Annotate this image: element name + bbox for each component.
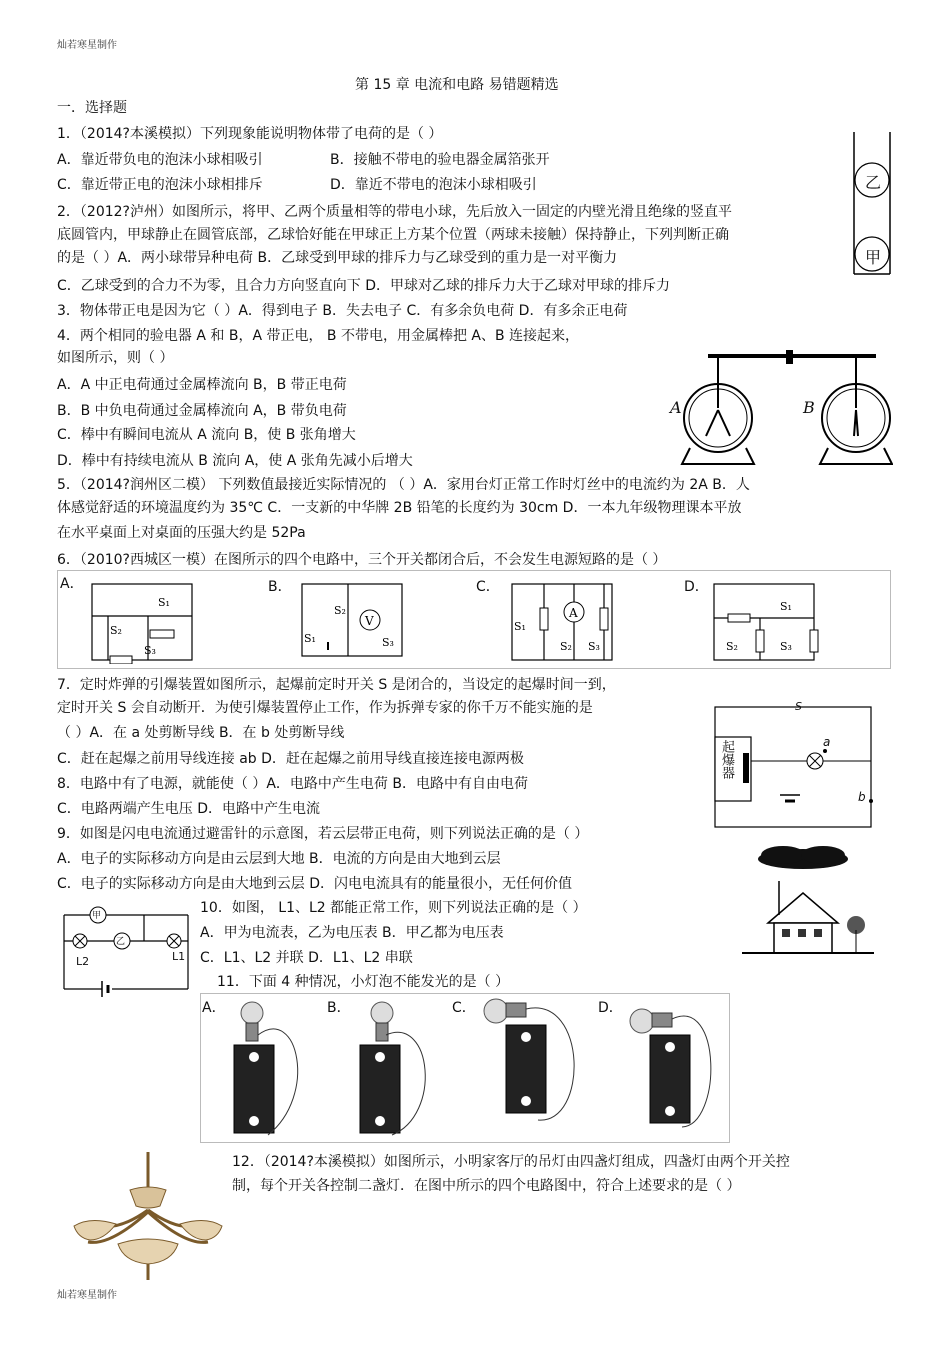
q1-option-a: A．靠近带负电的泡沫小球相吸引 bbox=[57, 152, 263, 168]
q9-lightning-figure bbox=[728, 845, 878, 957]
section-heading: 一．选择题 bbox=[57, 100, 127, 116]
q6-label-c: C． bbox=[476, 579, 500, 595]
q11-bulb-battery-b bbox=[352, 995, 437, 1140]
q3-stem: 3．物体带正电是因为它（ ）A．得到电子 B．失去电子 C．有多余负电荷 D．有多余正电荷 bbox=[57, 303, 628, 319]
q11-bulb-battery-d bbox=[622, 995, 722, 1140]
svg-text:S₃: S₃ bbox=[382, 636, 394, 649]
q6-circuit-a bbox=[88, 578, 198, 664]
svg-text:S₁: S₁ bbox=[780, 600, 792, 613]
switch-s-label: S bbox=[795, 700, 802, 713]
q7-line-4: C．赶在起爆之前用导线连接 ab D．赶在起爆之前用导线直接连接电源两极 bbox=[57, 751, 524, 767]
meter-yi-label: 乙 bbox=[116, 937, 126, 947]
q2-line-3: 的是（ ）A．两小球带异种电荷 B．乙球受到甲球的排斥力与乙球受到的重力是一对平衡力 bbox=[57, 250, 618, 266]
ball-jia-label: 甲 bbox=[865, 248, 882, 267]
q10-stem: 10．如图， L1、L2 都能正常工作，则下列说法正确的是（ ） bbox=[200, 900, 587, 916]
electroscope-b-label: B bbox=[803, 398, 815, 417]
svg-text:S₃: S₃ bbox=[588, 640, 600, 653]
q7-line-2: 定时开关 S 会自动断开．为使引爆装置停止工作，作为拆弹专家的你千万不能实施的是 bbox=[57, 700, 593, 716]
q6-stem: 6．（2010?西城区一模）在图所示的四个电路中，三个开关都闭合后，不会发生电源短路的是（ ） bbox=[57, 552, 667, 568]
q11-label-d: D． bbox=[598, 1000, 623, 1016]
q9-option-cd: C．电子的实际移动方向是由大地到云层 D．闪电电流具有的能量很小，无任何价值 bbox=[57, 876, 573, 892]
q7-line-3: （ ）A．在 a 处剪断导线 B．在 b 处剪断导线 bbox=[57, 725, 345, 741]
svg-text:S₃: S₃ bbox=[144, 644, 156, 657]
page-header: 灿若寒星制作 bbox=[57, 40, 117, 51]
q4-line-2: 如图所示，则（ ） bbox=[57, 350, 174, 366]
q8-line-2: C．电路两端产生电压 D．电路中产生电流 bbox=[57, 801, 321, 817]
q6-circuit-d bbox=[710, 578, 822, 666]
q10-option-ab: A．甲为电流表，乙为电压表 B．甲乙都为电压表 bbox=[200, 925, 504, 941]
svg-text:S₂: S₂ bbox=[334, 604, 346, 617]
q5-line-3: 在水平桌面上对桌面的压强大约是 52Pa bbox=[57, 525, 306, 541]
svg-text:S₃: S₃ bbox=[780, 640, 792, 653]
q5-line-1: 5．（2014?润州区二模） 下列数值最接近实际情况的 （ ）A．家用台灯正常工作时灯丝中的电流约为 2A B．人 bbox=[57, 477, 750, 493]
q5-line-2: 体感觉舒适的环境温度约为 35℃ C．一支新的中华牌 2B 铅笔的长度约为 30cm D．一本九年级物理课本平放 bbox=[57, 500, 742, 516]
lamp-l1-label: L1 bbox=[172, 950, 186, 963]
q11-label-b: B． bbox=[327, 1000, 351, 1016]
q4-electroscope-figure bbox=[668, 348, 893, 470]
point-b-label: b bbox=[858, 790, 866, 804]
q2-line-2: 底圆管内，甲球静止在圆管底部，乙球恰好能在甲球正上方某个位置（两球未接触）保持静止，下列判断正确 bbox=[57, 227, 729, 243]
q8-line-1: 8．电路中有了电源，就能使（ ）A．电路中产生电荷 B．电路中有自由电荷 bbox=[57, 776, 528, 792]
svg-text:A: A bbox=[569, 606, 578, 620]
q4-option-d: D．棒中有持续电流从 B 流向 A，使 A 张角先减小后增大 bbox=[57, 453, 413, 469]
q4-option-a: A．A 中正电荷通过金属棒流向 B，B 带正电荷 bbox=[57, 377, 347, 393]
svg-text:S₁: S₁ bbox=[158, 596, 170, 609]
q2-line-4: C．乙球受到的合力不为零，且合力方向竖直向下 D．甲球对乙球的排斥力大于乙球对甲球的排斥力 bbox=[57, 278, 671, 294]
q7-line-1: 7．定时炸弹的引爆装置如图所示，起爆前定时开关 S 是闭合的，当设定的起爆时间一到， bbox=[57, 677, 616, 693]
q11-bulb-battery-a bbox=[228, 995, 313, 1140]
q11-stem: 11．下面 4 种情况，小灯泡不能发光的是（ ） bbox=[217, 974, 510, 990]
q12-line-2: 制，每个开关各控制二盏灯．在图中所示的四个电路图中，符合上述要求的是（ ） bbox=[232, 1178, 741, 1194]
q6-label-d: D． bbox=[684, 579, 709, 595]
svg-text:S₁: S₁ bbox=[304, 632, 316, 645]
svg-text:S₁: S₁ bbox=[514, 620, 526, 633]
q4-option-c: C．棒中有瞬间电流从 A 流向 B，使 B 张角增大 bbox=[57, 427, 356, 443]
svg-text:V: V bbox=[365, 614, 374, 628]
q9-option-ab: A．电子的实际移动方向是由云层到大地 B．电流的方向是由大地到云层 bbox=[57, 851, 501, 867]
q9-stem: 9．如图是闪电电流通过避雷针的示意图，若云层带正电荷，则下列说法正确的是（ ） bbox=[57, 826, 589, 842]
svg-text:S₂: S₂ bbox=[560, 640, 572, 653]
electroscope-a-label: A bbox=[670, 398, 682, 417]
q6-label-b: B． bbox=[268, 579, 292, 595]
q11-label-c: C． bbox=[452, 1000, 476, 1016]
detonator-label: 起爆器 bbox=[719, 740, 734, 779]
point-a-label: a bbox=[823, 735, 831, 749]
svg-text:S₂: S₂ bbox=[110, 624, 122, 637]
q6-circuit-c bbox=[508, 578, 620, 666]
q12-line-1: 12．（2014?本溪模拟）如图所示，小明家客厅的吊灯由四盏灯组成，四盏灯由两个开关控 bbox=[232, 1154, 790, 1170]
q12-chandelier-figure bbox=[60, 1150, 235, 1285]
q11-label-a: A． bbox=[202, 1000, 226, 1016]
q4-option-b: B．B 中负电荷通过金属棒流向 A，B 带负电荷 bbox=[57, 403, 347, 419]
q6-circuit-b bbox=[298, 578, 410, 666]
svg-text:S₂: S₂ bbox=[726, 640, 738, 653]
page-footer: 灿若寒星制作 bbox=[57, 1290, 117, 1301]
q1-option-b: B．接触不带电的验电器金属箔张开 bbox=[330, 152, 550, 168]
q2-line-1: 2．（2012?泸州）如图所示，将甲、乙两个质量相等的带电小球，先后放入一固定的内壁光滑且绝缘的竖直平 bbox=[57, 204, 732, 220]
page-title: 第 15 章 电流和电路 易错题精选 bbox=[355, 77, 559, 93]
q1-stem: 1．（2014?本溪模拟）下列现象能说明物体带了电荷的是（ ） bbox=[57, 126, 443, 142]
q11-bulb-battery-c bbox=[478, 995, 588, 1140]
meter-jia-label: 甲 bbox=[92, 911, 102, 921]
q6-label-a: A． bbox=[60, 576, 84, 592]
ball-yi-label: 乙 bbox=[865, 173, 882, 192]
q4-line-1: 4．两个相同的验电器 A 和 B，A 带正电， B 不带电，用金属棒把 A、B 连接起来， bbox=[57, 328, 580, 344]
q10-option-cd: C．L1、L2 并联 D．L1、L2 串联 bbox=[200, 950, 413, 966]
lamp-l2-label: L2 bbox=[76, 955, 90, 968]
q1-option-c: C．靠近带正电的泡沫小球相排斥 bbox=[57, 177, 263, 193]
q1-option-d: D．靠近不带电的泡沫小球相吸引 bbox=[330, 177, 537, 193]
